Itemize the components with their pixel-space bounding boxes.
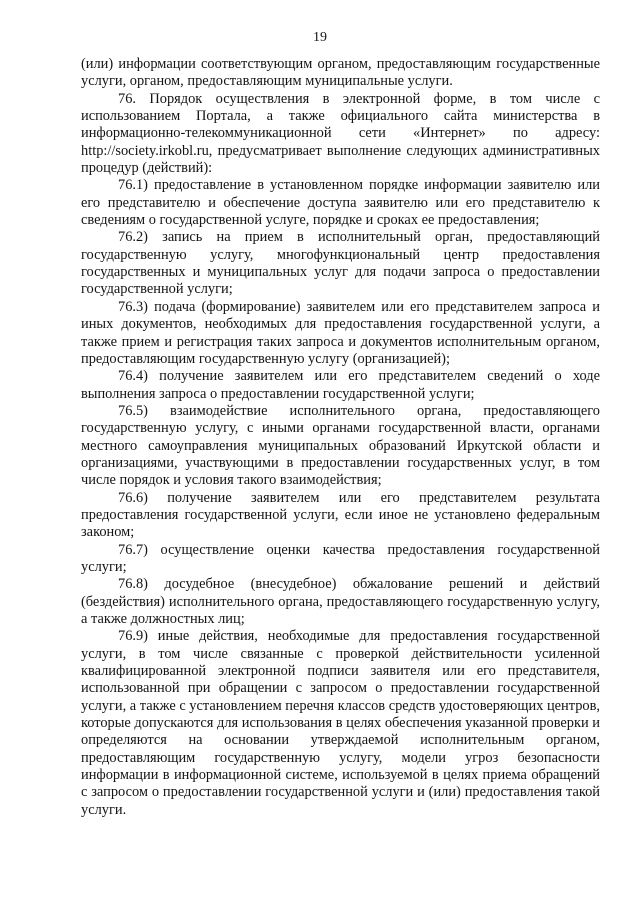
paragraph-76-4: 76.4) получение заявителем или его представителем сведений о ходе выполнения запроса о предоставлении государственной услуги; <box>81 368 600 402</box>
page-number: 19 <box>313 30 327 45</box>
paragraph-76: 76. Порядок осуществления в электронной форме, в том числе с использованием Портала, а также официального сайта министерства в информационно-телекоммуникационной сети «Интернет» по адресу: http://society.irkobl.ru, предусматривает выполнение следующих административных процедур (действий): <box>81 90 600 177</box>
paragraph-76-3: 76.3) подача (формирование) заявителем или его представителем запроса и иных документов, необходимых для предоставления государственной услуги, а также прием и регистрация таких запроса и документов исполнительным органом, предоставляющим государственную услугу (организацией); <box>81 298 600 367</box>
paragraph-76-9: 76.9) иные действия, необходимые для предоставления государственной услуги, в том числе связанные с проверкой действительности усиленной квалифицированной электронной подписи заявителя или его представителя, использованной при обращении с запросом о предоставлении государственной услуги, а также с установлением перечня классов средств удостоверяющих центров, которые допускаются для использования в целях обеспечения указанной проверки и определяются на основании утверждаемой исполнительным органом, предоставляющим государственную услугу, модели угроз безопасности информации в информационной системе, используемой в целях приема обращений с запросом о предоставлении государственной услуги и (или) предоставления такой услуги. <box>81 628 600 818</box>
paragraph-76-5: 76.5) взаимодействие исполнительного органа, предоставляющего государственную услугу, с иными органами государственной власти, органами местного самоуправления муниципальных образований Иркутской области и организациями, участвующими в предоставлении государственных услуг, в том числе порядок и условия такого взаимодействия; <box>81 402 600 489</box>
paragraph-76-1: 76.1) предоставление в установленном порядке информации заявителю или его представителю и обеспечение доступа заявителю или его представителю к сведениям о государственной услуге, порядке и сроках ее предоставления; <box>81 177 600 229</box>
paragraph-76-8: 76.8) досудебное (внесудебное) обжалование решений и действий (бездействия) исполнительного органа, предоставляющего государственную услугу, а также должностных лиц; <box>81 576 600 627</box>
document-body <box>81 56 600 819</box>
paragraph-76-7: 76.7) осуществление оценки качества предоставления государственной услуги; <box>81 541 600 575</box>
paragraph-continuation: (или) информации соответствующим органом, предоставляющим государственные услуги, органом, предоставляющим муниципальные услуги. <box>81 56 600 90</box>
paragraph-76-2: 76.2) запись на прием в исполнительный орган, предоставляющий государственную услугу, многофункциональный центр предоставления государственных и муниципальных услуг для подачи запроса о предоставлении государственной услуги; <box>81 229 600 298</box>
paragraph-76-6: 76.6) получение заявителем или его представителем результата предоставления государственной услуги, если иное не установлено федеральным законом; <box>81 489 600 541</box>
